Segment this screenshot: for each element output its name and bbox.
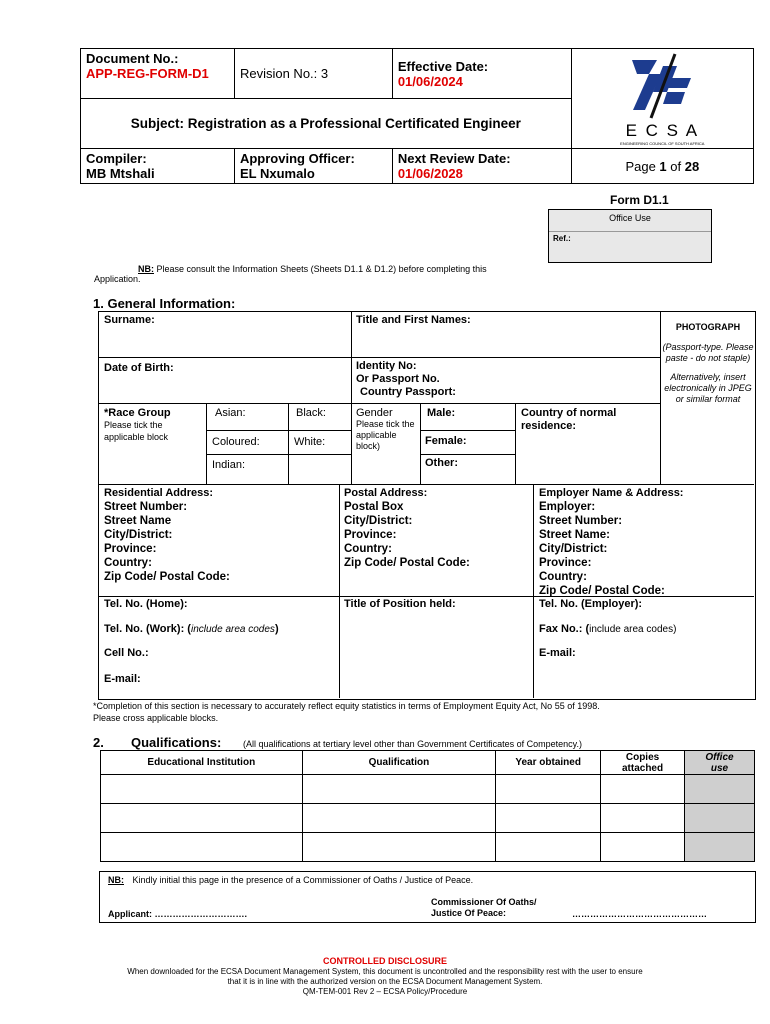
photograph-box[interactable] xyxy=(662,318,754,405)
col-year: Year obtained xyxy=(496,751,601,775)
office-use-divider xyxy=(549,231,711,232)
tel-home-field[interactable]: Tel. No. (Home): xyxy=(104,598,188,610)
employer-city: City/District: xyxy=(539,543,608,555)
page-prefix: Page xyxy=(625,158,660,174)
tel-work-field[interactable] xyxy=(104,623,279,635)
rule xyxy=(288,403,289,484)
review-label: Next Review Date: xyxy=(397,151,511,166)
employer-addr-title: Employer Name & Address: xyxy=(539,487,684,499)
page-total: 28 xyxy=(684,158,700,174)
employer-address[interactable] xyxy=(539,486,683,598)
email-field[interactable]: E-mail: xyxy=(104,673,141,685)
postal-addr-title: Postal Address: xyxy=(344,487,428,499)
qual-cell[interactable] xyxy=(601,775,685,804)
photo-title: PHOTOGRAPH xyxy=(675,322,741,332)
qual-cell[interactable] xyxy=(601,833,685,862)
subject: Subject: Registration as a Professional Certificated Engineer xyxy=(130,116,521,131)
signature-box xyxy=(99,871,756,923)
effective-label: Effective Date: xyxy=(397,59,489,74)
fax-field[interactable] xyxy=(539,623,676,635)
nb2 xyxy=(108,875,755,885)
res-country: Country: xyxy=(104,557,152,569)
postal-box: Postal Box xyxy=(344,501,404,513)
gender-note: Please tick the applicable block) xyxy=(356,419,415,451)
tel-work-label: Tel. No. (Work): ( xyxy=(104,623,191,635)
race-white[interactable]: White: xyxy=(294,436,326,448)
race-coloured[interactable]: Coloured: xyxy=(212,436,260,448)
ecsa-logo-icon xyxy=(627,52,697,120)
doc-no-value: APP-REG-FORM-D1 xyxy=(86,66,209,81)
review-cell xyxy=(392,149,571,184)
postal-country: Country: xyxy=(344,543,392,555)
rule xyxy=(660,311,661,485)
race-note: Please tick the applicable block xyxy=(104,420,169,442)
fax-note: include area codes) xyxy=(589,624,677,635)
commissioner-signature[interactable]: ……………………………………… xyxy=(572,909,707,919)
controlled-disclosure: CONTROLLED DISCLOSURE xyxy=(322,956,447,966)
residential-address[interactable] xyxy=(104,486,230,584)
country-passport-label: Country Passport: xyxy=(360,386,456,398)
qual-cell[interactable] xyxy=(101,833,303,862)
logo-tagline: ENGINEERING COUNCIL OF SOUTH AFRICA xyxy=(620,140,705,146)
qual-cell[interactable] xyxy=(496,833,601,862)
revision: Revision No.: 3 xyxy=(239,66,329,81)
race-black[interactable]: Black: xyxy=(296,407,326,419)
applicant-signature[interactable]: Applicant: …………………………. xyxy=(108,909,247,919)
page-cell xyxy=(571,149,753,184)
revision-cell xyxy=(234,49,392,99)
col-copies: Copies attached xyxy=(601,751,685,775)
doc-no-cell xyxy=(81,49,235,99)
tel-work-note: include area codes xyxy=(190,624,275,635)
equity-footnote xyxy=(93,700,600,724)
rule xyxy=(420,430,515,431)
employer-zip: Zip Code/ Postal Code: xyxy=(539,585,665,597)
tel-work-end: ) xyxy=(274,623,279,635)
form-label: Form D1.1 xyxy=(610,193,669,207)
footnote-line1: *Completion of this section is necessary to accurately reflect equity statistics in terms of Employment Equity Act, No 55 of 1998. xyxy=(93,701,600,711)
approving-label: Approving Officer: xyxy=(239,151,355,166)
employer-name: Employer: xyxy=(539,501,596,513)
rule xyxy=(206,430,351,431)
qual-cell[interactable] xyxy=(302,804,496,833)
compiler-cell xyxy=(81,149,235,184)
identity-field[interactable] xyxy=(356,360,456,399)
passport-label: Or Passport No. xyxy=(356,373,440,385)
gender-cell xyxy=(356,407,418,452)
employer-street-number: Street Number: xyxy=(539,515,623,527)
employer-province: Province: xyxy=(539,557,592,569)
res-city: City/District: xyxy=(104,529,173,541)
country-residence-field[interactable]: Country of normal residence: xyxy=(521,407,617,432)
nb-consult xyxy=(94,264,554,284)
compiler-label: Compiler: xyxy=(86,151,147,166)
res-street-number: Street Number: xyxy=(104,501,188,513)
subject-cell xyxy=(81,99,572,149)
effective-date-cell xyxy=(392,49,571,99)
fax-label: Fax No.: ( xyxy=(539,623,590,635)
rule xyxy=(98,484,754,485)
res-zip: Zip Code/ Postal Code: xyxy=(104,571,230,583)
postal-province: Province: xyxy=(344,529,397,541)
table-row xyxy=(101,833,755,862)
approving-name: EL Nxumalo xyxy=(239,166,315,181)
rule xyxy=(420,403,421,484)
footer-line3: QM-TEM-001 Rev 2 – ECSA Policy/Procedure xyxy=(302,987,468,996)
footer-line1: When downloaded for the ECSA Document Management System, this document is uncontrolled and the responsibility rest with the user to ensure xyxy=(127,967,643,976)
rule xyxy=(533,484,534,698)
footer-line2: that it is in line with the authorized version on the ECSA Document Management System. xyxy=(227,977,543,986)
res-street-name: Street Name xyxy=(104,515,172,527)
footnote-line2: Please cross applicable blocks. xyxy=(93,713,219,723)
rule xyxy=(98,357,660,358)
qualifications-table xyxy=(100,750,755,862)
commissioner-line2: Justice Of Peace: xyxy=(431,908,507,918)
qual-cell[interactable] xyxy=(601,804,685,833)
race-indian[interactable]: Indian: xyxy=(212,459,246,471)
surname-field[interactable]: Surname: xyxy=(104,314,155,326)
rule xyxy=(339,484,340,698)
qual-cell[interactable] xyxy=(496,804,601,833)
identity-label: Identity No: xyxy=(356,360,417,372)
gender-female[interactable]: Female: xyxy=(425,435,467,447)
logo-text: E C S A xyxy=(625,120,700,140)
commissioner-line1: Commissioner Of Oaths/ xyxy=(431,897,537,907)
gender-label: Gender xyxy=(356,407,393,419)
qual-cell[interactable] xyxy=(302,775,496,804)
rule xyxy=(206,454,351,455)
res-province: Province: xyxy=(104,543,157,555)
race-group-cell xyxy=(104,407,202,443)
rule xyxy=(351,311,352,485)
col-qualification: Qualification xyxy=(302,751,496,775)
gender-other[interactable]: Other: xyxy=(425,457,458,469)
qual-cell[interactable] xyxy=(101,775,303,804)
effective-value: 01/06/2024 xyxy=(397,74,463,89)
office-use-title: Office Use xyxy=(609,213,651,223)
compiler-name: MB Mtshali xyxy=(86,166,155,181)
office-use-ref[interactable]: Ref.: xyxy=(553,234,571,243)
cell-field[interactable]: Cell No.: xyxy=(104,647,149,659)
nb-text2: Application. xyxy=(94,274,141,284)
approving-cell xyxy=(234,149,392,184)
section1-title: 1. General Information: xyxy=(93,296,236,311)
doc-no-label: Document No.: xyxy=(86,51,179,66)
qual-cell[interactable] xyxy=(496,775,601,804)
col-institution: Educational Institution xyxy=(101,751,303,775)
employer-street-name: Street Name: xyxy=(539,529,610,541)
commissioner-label xyxy=(431,897,537,919)
qual-cell[interactable] xyxy=(302,833,496,862)
table-row xyxy=(101,775,755,804)
logo-cell xyxy=(571,49,753,149)
col-office-use: Office use xyxy=(685,751,755,775)
postal-city: City/District: xyxy=(344,515,413,527)
section2-note: (All qualifications at tertiary level other than Government Certificates of Competency.) xyxy=(243,739,582,749)
photo-note2: Alternatively, insert electronically in JPEG or similar format xyxy=(664,372,752,404)
rule xyxy=(420,454,515,455)
office-use-box xyxy=(548,209,712,263)
office-cell xyxy=(685,804,755,833)
review-value: 01/06/2028 xyxy=(397,166,463,181)
employer-email-field[interactable]: E-mail: xyxy=(539,647,576,659)
employer-country: Country: xyxy=(539,571,587,583)
page-of: of xyxy=(666,158,685,174)
table-row xyxy=(101,804,755,833)
nb-text: Please consult the Information Sheets (Sheets D1.1 & D1.2) before completing this xyxy=(154,264,487,274)
footer xyxy=(0,955,770,997)
photo-note1: (Passport-type. Please paste - do not staple) xyxy=(662,342,754,363)
title-names-field[interactable]: Title and First Names: xyxy=(356,314,471,326)
qual-cell[interactable] xyxy=(101,804,303,833)
rule xyxy=(98,403,660,404)
postal-zip: Zip Code/ Postal Code: xyxy=(344,557,470,569)
office-cell xyxy=(685,775,755,804)
tel-employer-field[interactable]: Tel. No. (Employer): xyxy=(539,598,643,610)
race-group-label: *Race Group xyxy=(104,407,171,419)
res-addr-title: Residential Address: xyxy=(104,487,214,499)
section2-title: Qualifications: xyxy=(131,735,222,750)
gender-male[interactable]: Male: xyxy=(427,407,456,419)
position-field[interactable]: Title of Position held: xyxy=(344,598,456,610)
rule xyxy=(515,403,516,484)
postal-address[interactable] xyxy=(344,486,470,570)
rule xyxy=(206,403,207,484)
document-header xyxy=(80,48,754,184)
office-cell xyxy=(685,833,755,862)
nb2-text: Kindly initial this page in the presence of a Commissioner of Oaths / Justice of Peace. xyxy=(130,875,474,885)
section2-num: 2. xyxy=(93,735,104,750)
nb2-prefix: NB: xyxy=(108,875,124,885)
race-asian[interactable]: Asian: xyxy=(215,407,246,419)
dob-field[interactable]: Date of Birth: xyxy=(104,362,174,374)
page-number: 1 xyxy=(659,158,667,174)
nb-prefix: NB: xyxy=(138,264,154,274)
